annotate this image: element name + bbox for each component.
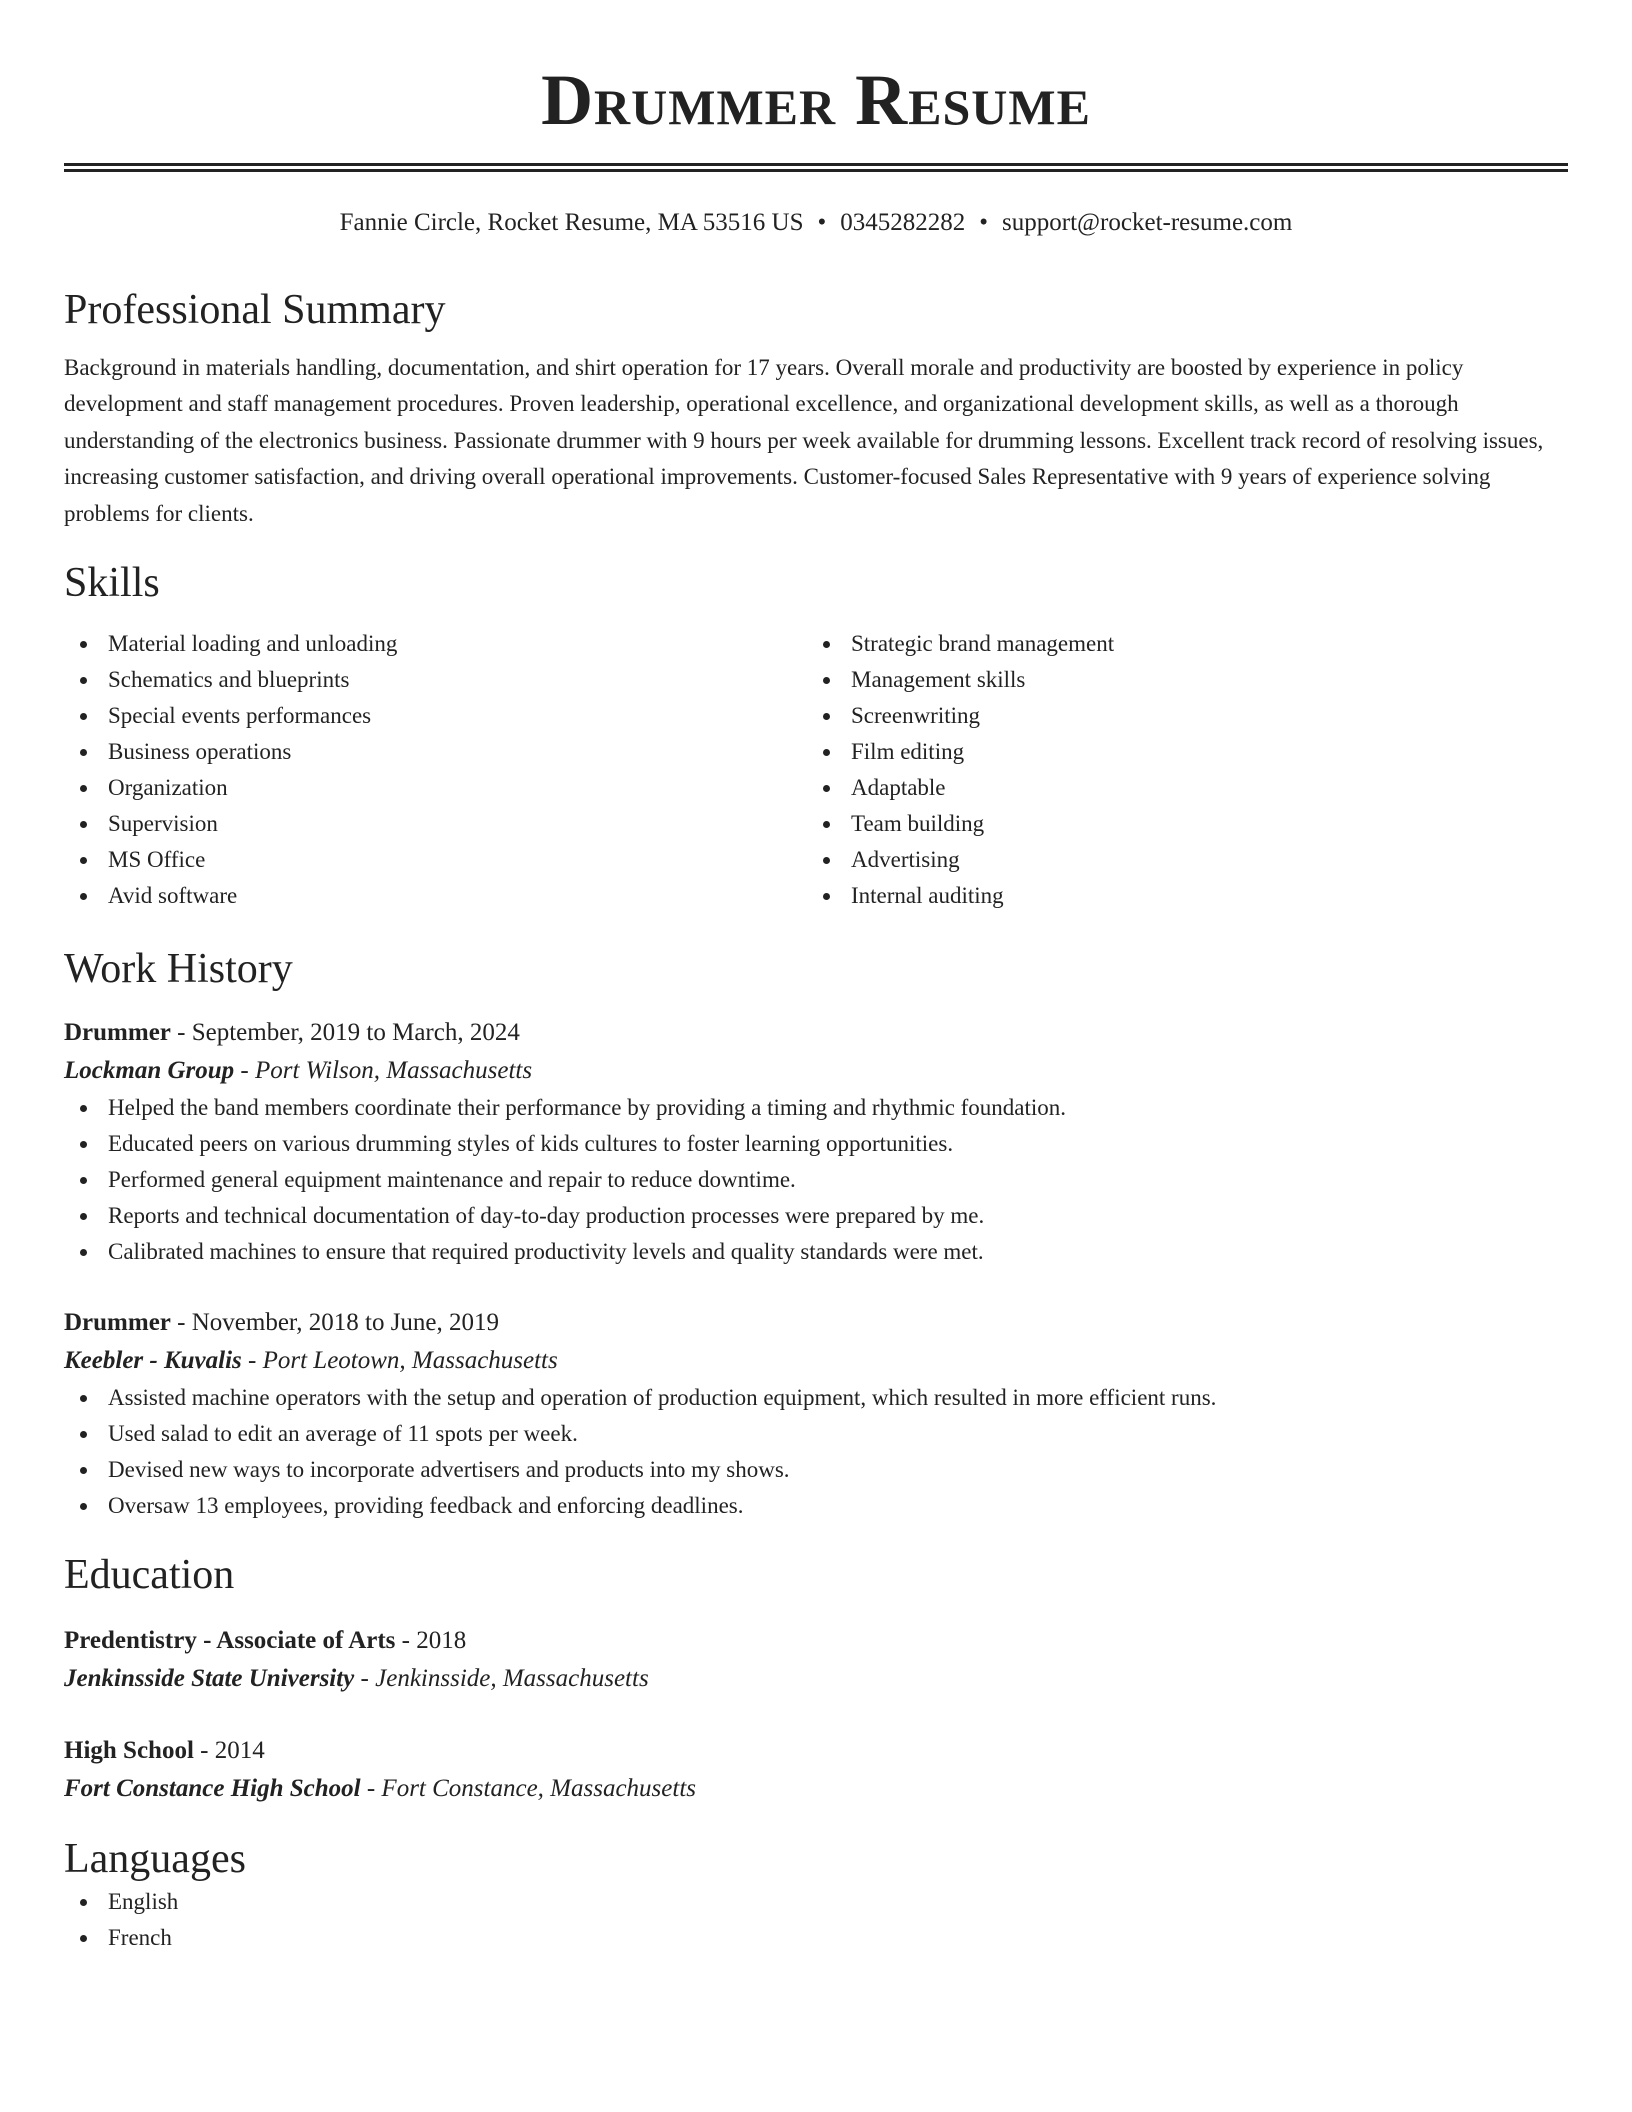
- job-duty: Oversaw 13 employees, providing feedback and enforcing deadlines.: [64, 1488, 1568, 1524]
- job-duty: Calibrated machines to ensure that required productivity levels and quality standards were met.: [64, 1234, 1568, 1270]
- job-title-line: [64, 1304, 1568, 1342]
- summary-text: Background in materials handling, documentation, and shirt operation for 17 years. Overall morale and productivity are boosted by experience in policy development and staff management procedures. Proven leadership, operational excellence, and organizational development skills, as well as a thorough understanding of the electronics business. Passionate drummer with 9 hours per week available for drumming lessons. Excellent track record of resolving issues, increasing customer satisfaction, and driving overall operational improvements. Customer-focused Sales Representative with 9 years of experience solving problems for clients.: [64, 355, 1544, 526]
- skill-item: Supervision: [64, 806, 807, 842]
- job-title: Drummer: [64, 1019, 171, 1047]
- job-location: - Port Leotown, Massachusetts: [241, 1347, 558, 1375]
- skill-item: Adaptable: [807, 770, 1550, 806]
- job-dates: - September, 2019 to March, 2024: [170, 1019, 520, 1047]
- education-heading: Education: [64, 1552, 235, 1599]
- skill-item: Organization: [64, 770, 807, 806]
- education-school: Jenkinsside State University: [64, 1665, 355, 1693]
- job-title-line: [64, 1014, 1568, 1052]
- job-duty: Assisted machine operators with the setup and operation of production equipment, which resulted in more efficient runs.: [64, 1380, 1568, 1416]
- languages-heading: Languages: [64, 1836, 246, 1883]
- job-location: - Port Wilson, Massachusetts: [234, 1057, 533, 1085]
- skill-item: Special events performances: [64, 698, 807, 734]
- education-entry: [64, 1622, 1568, 1698]
- skills-column-left: [64, 626, 807, 914]
- education-school: Fort Constance High School: [64, 1775, 361, 1803]
- education-degree: High School: [64, 1737, 194, 1765]
- education-school-line: [64, 1660, 1568, 1698]
- job-duty: Used salad to edit an average of 11 spots per week.: [64, 1416, 1568, 1452]
- job-entry: [64, 1014, 1568, 1270]
- language-item: French: [64, 1920, 1568, 1956]
- education-entry: [64, 1732, 1568, 1808]
- job-duty: Devised new ways to incorporate advertisers and products into my shows.: [64, 1452, 1568, 1488]
- summary-heading: Professional Summary: [64, 287, 446, 333]
- job-dates: - November, 2018 to June, 2019: [170, 1309, 500, 1337]
- skills-heading: Skills: [64, 560, 160, 607]
- job-title: Drummer: [64, 1309, 171, 1337]
- education-school-line: [64, 1770, 1568, 1808]
- contact-address: Fannie Circle, Rocket Resume, MA 53516 US: [339, 209, 804, 236]
- contact-phone: 0345282282: [840, 209, 966, 236]
- education-degree-line: [64, 1622, 1568, 1660]
- job-duty: Performed general equipment maintenance and repair to reduce downtime.: [64, 1162, 1568, 1198]
- education-degree-line: [64, 1732, 1568, 1770]
- job-company: Lockman Group: [64, 1057, 235, 1085]
- job-company-line: [64, 1342, 1568, 1380]
- skill-item: Screenwriting: [807, 698, 1550, 734]
- education-location: - Fort Constance, Massachusetts: [360, 1775, 696, 1803]
- language-item: English: [64, 1884, 1568, 1920]
- skill-item: Schematics and blueprints: [64, 662, 807, 698]
- education-year: - 2014: [193, 1737, 265, 1765]
- job-duty: Educated peers on various drumming styles of kids cultures to foster learning opportunities.: [64, 1126, 1568, 1162]
- header-divider: [64, 163, 1568, 172]
- job-duty: Helped the band members coordinate their performance by providing a timing and rhythmic foundation.: [64, 1090, 1568, 1126]
- skill-item: Business operations: [64, 734, 807, 770]
- contact-line: [64, 207, 1568, 239]
- page-title: Drummer Resume: [541, 60, 1091, 140]
- contact-email[interactable]: support@rocket-resume.com: [1002, 209, 1293, 236]
- job-duties: [64, 1380, 1568, 1524]
- job-entry: [64, 1304, 1568, 1524]
- education-year: - 2018: [395, 1627, 467, 1655]
- skill-item: Team building: [807, 806, 1550, 842]
- skills-list: [64, 626, 1568, 914]
- job-duty: Reports and technical documentation of day-to-day production processes were prepared by me.: [64, 1198, 1568, 1234]
- skill-item: Management skills: [807, 662, 1550, 698]
- contact-separator: •: [817, 209, 827, 236]
- contact-separator: •: [979, 209, 989, 236]
- languages-list: [64, 1884, 1568, 1956]
- education-location: - Jenkinsside, Massachusetts: [354, 1665, 649, 1693]
- skill-item: Advertising: [807, 842, 1550, 878]
- job-company-line: [64, 1052, 1568, 1090]
- skill-item: Film editing: [807, 734, 1550, 770]
- job-company: Keebler - Kuvalis: [64, 1347, 242, 1375]
- skill-item: Material loading and unloading: [64, 626, 807, 662]
- skill-item: Internal auditing: [807, 878, 1550, 914]
- skill-item: MS Office: [64, 842, 807, 878]
- job-duties: [64, 1090, 1568, 1270]
- work-history-heading: Work History: [64, 946, 293, 993]
- skill-item: Avid software: [64, 878, 807, 914]
- skill-item: Strategic brand management: [807, 626, 1550, 662]
- skills-column-right: [807, 626, 1550, 914]
- education-degree: Predentistry - Associate of Arts: [64, 1627, 396, 1655]
